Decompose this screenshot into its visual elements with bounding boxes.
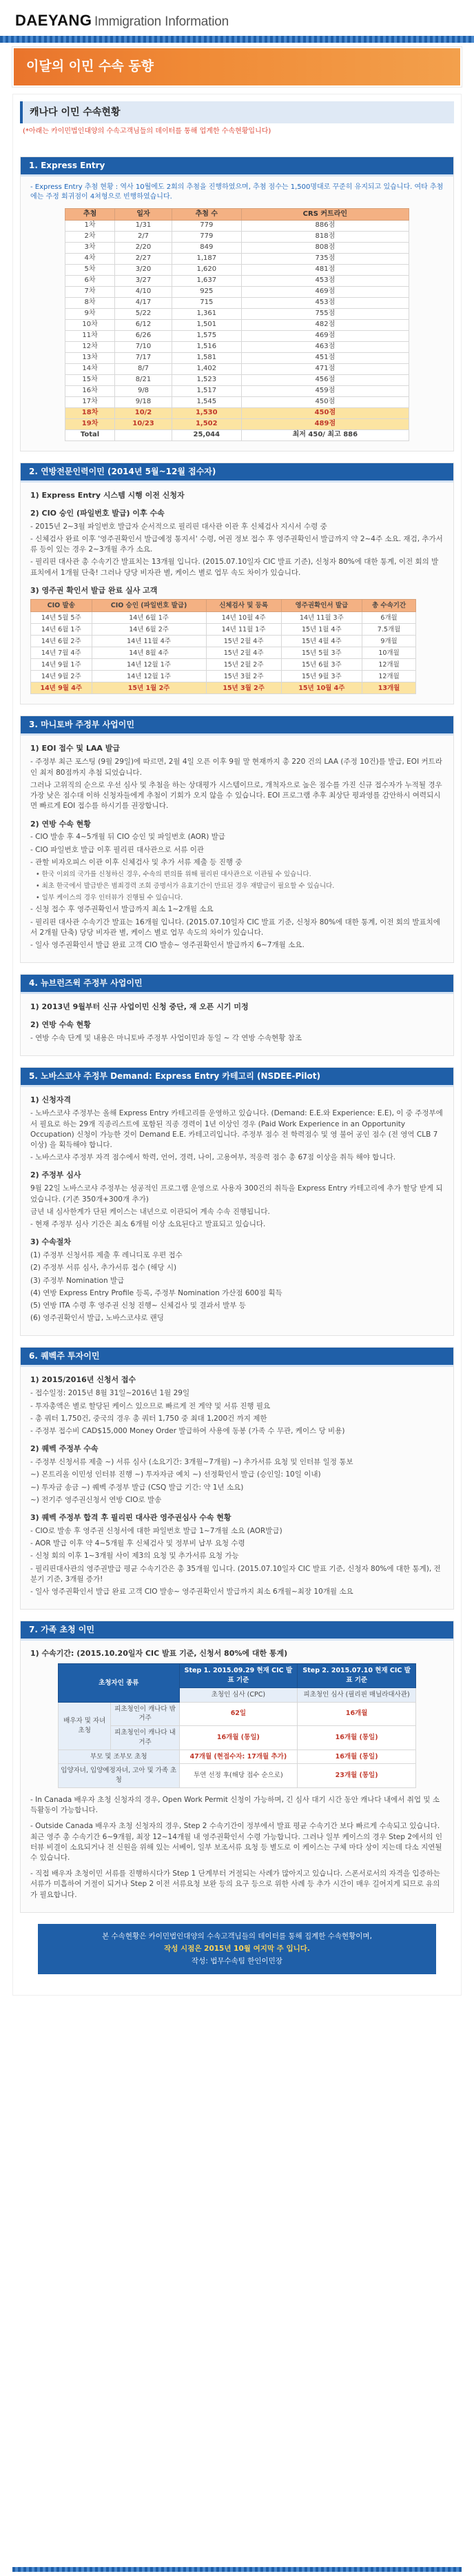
table-cell: 1,516 (172, 341, 241, 352)
subheading: 3) 수속절차 (30, 1237, 72, 1247)
table-cell: 1,545 (172, 396, 241, 407)
table-cell: 1,402 (172, 363, 241, 374)
table-header: CRS 커트라인 (241, 208, 409, 220)
section-federal-skilled (20, 463, 454, 705)
footer-note (38, 1924, 436, 1975)
table-cell: 7/17 (115, 352, 172, 363)
bullet: - 필리핀 대사관 총 수속기간 발표치는 13개월 입니다. (2015.07.10일자 CIC 발표 기준), 신청자 80%에 대한 통계, 이전 회의 발표치에서 1개월 단축! 그러나 당당 비자관 별, 케이스 별로 업무 속도 차이가 있습니다. (30, 558, 439, 577)
paragraph: 9월 22일 노바스코샤 주정부는 성공적인 프로그램 운영으로 사용자 300건의 취득을 Express Entry 카테고리에 추가 할당 받게 되었습니다. (기존 350개+300개 추가) (30, 1184, 443, 1204)
table-cell: 14년 8월 4주 (92, 647, 206, 659)
bullet: ~) 몬트리올 이민성 인터뷰 진행 ~) 투자자금 예치 ~) 선정확인서 발급 (승인일: 10일 이내) (30, 1470, 321, 1479)
bullet: - CIO 발송 후 4~5개월 뒤 CIO 승인 및 파일번호 (AOR) 발급 (30, 833, 225, 842)
table-cell: 1,637 (172, 275, 241, 286)
table-header: 추첨 수 (172, 208, 241, 220)
table-row (65, 319, 409, 330)
table-cell: 459점 (241, 385, 409, 396)
table-cell: 818점 (241, 231, 409, 242)
table-row (65, 352, 409, 363)
table-cell: 14년 6월 2주 (31, 636, 92, 647)
table-cell: 450점 (241, 407, 409, 418)
table-cell: 7/10 (115, 341, 172, 352)
table-cell: 925 (172, 286, 241, 297)
table-row (31, 671, 416, 682)
subheading: 2) CIO 승인 (파일번호 발급) 이후 수속 (30, 508, 165, 518)
table-cell: 14년 11월 4주 (92, 636, 206, 647)
table-cell: 4/10 (115, 286, 172, 297)
table-cell: 15년 2월 4주 (206, 647, 281, 659)
family-sponsorship-table (58, 1663, 416, 1788)
section-manitoba (20, 716, 454, 963)
col-head: 초청자인 종류 (59, 1664, 180, 1702)
table-cell: 25,044 (172, 429, 241, 440)
table-cell: 15년 10월 4주 (281, 682, 362, 694)
table-cell: 10개월 (362, 647, 416, 659)
table-row (31, 659, 416, 671)
table-row (65, 330, 409, 341)
step-item: (6) 영주권확인서 발급, 노바스코샤로 랜딩 (30, 1314, 164, 1323)
table-header: 영주권확인서 발급 (281, 599, 362, 612)
table-row (65, 286, 409, 297)
bullet: - 투자총액은 별로 할당된 케이스 있으므로 빠르게 전 게약 및 서류 진행 필요 (30, 1401, 271, 1410)
table-cell: 12개월 (362, 659, 416, 671)
bullet: ~) 투자금 송금 ~) 퀘벡 주정부 발급 (CSQ 발급 기간: 약 1년 소요) (30, 1483, 244, 1492)
table-cell: 453점 (241, 275, 409, 286)
table-cell: 14년 5월 5주 (31, 612, 92, 624)
table-cell: 14년 12월 1주 (92, 671, 206, 682)
table-cell: 15년 3월 2주 (206, 671, 281, 682)
table-header: CIO 발송 (31, 599, 92, 612)
table-header: 추첨 (65, 208, 115, 220)
table-cell: 10차 (65, 319, 115, 330)
table-cell: 1,620 (172, 264, 241, 275)
table-cell: 13차 (65, 352, 115, 363)
table-cell: 최저 450/ 최고 886 (241, 429, 409, 440)
table-cell: 1,581 (172, 352, 241, 363)
section-family-sponsorship (20, 1621, 454, 1913)
step-item: (4) 연방 Express Entry Profile 등록, 주정부 Nomination 가산점 600점 획득 (30, 1288, 282, 1297)
section-heading: 1. Express Entry (21, 157, 453, 174)
table-cell: 15년 2월 2주 (206, 659, 281, 671)
step-item: (5) 연방 ITA 수령 후 영주권 신청 진행~ 신체검사 및 결과서 발부 등 (30, 1301, 246, 1310)
table-cell: 779 (172, 220, 241, 231)
table-cell: 14년 9월 2주 (31, 671, 92, 682)
subheading: 3) 영주권 확인서 발급 완료 실사 고객 (30, 585, 158, 595)
table-cell: 755점 (241, 308, 409, 319)
subheading: 3) 퀘벡 주정부 합격 후 필리핀 대사관 영주권심사 수속 현황 (30, 1513, 231, 1523)
paragraph: - 현재 주정부 심사 기간은 최소 6개월 이상 소요된다고 발표되고 있습니다. (30, 1219, 266, 1228)
bullet: - 연방 수속 단계 및 내용은 마니토바 주정부 사업이민과 동일 ~ 각 연방 수속현황 참조 (30, 1034, 302, 1043)
table-cell: 14년 6월 1주 (31, 624, 92, 636)
table-row-highlight (65, 418, 409, 429)
paragraph: 금년 내 심사한계가 단된 케이스는 내년으로 이관되어 계속 수속 진행됩니다. (30, 1207, 270, 1216)
table-cell: 11차 (65, 330, 115, 341)
row-sublabel: 피초청인이 캐나다 내 거주 (111, 1726, 179, 1750)
bullet: - 필리핀대사관의 영주권발급 평균 수속기간은 총 35개월 입니다. (2015.07.10일자 CIC 발표 기준, 신청자 80%에 대한 통계), 전 분기 기준, 3개월 증가! (30, 1564, 441, 1583)
table-row (65, 374, 409, 385)
table-cell: 886점 (241, 220, 409, 231)
table-cell: 3/27 (115, 275, 172, 286)
table-cell: Total (65, 429, 115, 440)
table-cell: 489점 (241, 418, 409, 429)
note: • 최초 한국에서 발급받은 범죄경력 조회 증명서가 유효기간이 만료된 경우 재발급이 필요할 수 있습니다. (36, 882, 335, 890)
table-cell: 15년 4월 4주 (281, 636, 362, 647)
table-cell: 808점 (241, 242, 409, 253)
table-cell: 14년 11월 1주 (206, 624, 281, 636)
table-cell: 481점 (241, 264, 409, 275)
table-cell: 3차 (65, 242, 115, 253)
bullet: - 2015년 2~3월 파일번호 발급자 순서적으로 필리핀 대사관 이관 후 신체검사 지시서 수령 중 (30, 522, 327, 531)
table-row (65, 341, 409, 352)
cell: 16개월 (통일) (298, 1750, 416, 1764)
table-cell: 14차 (65, 363, 115, 374)
table-cell: 10/23 (115, 418, 172, 429)
subheading: 1) 2013년 9월부터 신규 사업이민 신청 중단, 재 오픈 시기 미정 (30, 1002, 249, 1012)
bullet: - 직접 배우자 초청이민 서류를 진행하시다가 Step 1 단계부터 거절되는 사례가 많아지고 있습니다. 스폰서로서의 자격을 입증하는 서류가 미흡하여 거절이 되거나 Step 2 이전 서류요청 보완 등의 요구 등으로 위한 사례 등 추가 시간이 매우 길어지게 되므로 유의가 필요합니다. (30, 1869, 440, 1899)
table-cell: 1,517 (172, 385, 241, 396)
table-cell: 8/7 (115, 363, 172, 374)
bullet: - CIO로 발송 후 영주권 신청서에 대한 파일번호 발급 1~7개월 소요 (AOR발급) (30, 1527, 282, 1536)
note: • 일부 케이스의 경우 인터뷰가 진행될 수 있습니다. (36, 893, 183, 902)
banner-title: 이달의 이민 수속 동향 (26, 59, 154, 74)
bullet: ~) 전기주 영주권신청서 연방 CIO로 발송 (30, 1495, 162, 1504)
subheading: 2) 연방 수속 현황 (30, 1020, 91, 1030)
section-heading: 4. 뉴브런즈윅 주정부 사업이민 (21, 975, 453, 992)
table-cell: 13개월 (362, 682, 416, 694)
table-cell: 9/8 (115, 385, 172, 396)
header (0, 0, 474, 43)
express-entry-table (65, 208, 409, 441)
bullet: - 신청 접수 후 영주권확인서 발급까지 최소 1~2개월 소요 (30, 905, 214, 914)
footer-line: 본 수속현황은 카이민법인대양의 수속고객님들의 데이터를 통해 집계한 수속현황이며, (102, 1931, 372, 1940)
table-header: CIO 승인 (파일번호 발급) (92, 599, 206, 612)
cell: 16개월 (통일) (179, 1726, 298, 1750)
table-cell: 15년 9월 3주 (281, 671, 362, 682)
intro (13, 101, 461, 145)
table-row (65, 242, 409, 253)
cell: 투연 선정 후(해당 접수 순으로) (179, 1764, 298, 1788)
bullet: - 일사 영주권확인서 발급 완료 고객 CIO 발송~ 영주권확인서 발급까지 6~7개월 소요. (30, 941, 305, 950)
section-heading: 5. 노바스코샤 주정부 Demand: Express Entry 카테고리 (NSDEE-Pilot) (21, 1068, 453, 1085)
table-cell: 8/21 (115, 374, 172, 385)
federal-timeline-table (30, 599, 416, 695)
table-row (31, 612, 416, 624)
table-cell: 1,187 (172, 253, 241, 264)
table-cell: 849 (172, 242, 241, 253)
table-cell: 2/20 (115, 242, 172, 253)
table-row (65, 275, 409, 286)
table-cell: 15년 3월 2주 (206, 682, 281, 694)
table-row (65, 231, 409, 242)
table-row-highlight (31, 682, 416, 694)
table-cell: 10/2 (115, 407, 172, 418)
table-cell: 14년 11월 3주 (281, 612, 362, 624)
table-cell: 4/17 (115, 297, 172, 308)
row-label: 부모 및 조부모 초청 (59, 1750, 180, 1764)
step1-head: Step 1. 2015.09.29 현재 CIC 발표 기준 (179, 1664, 298, 1688)
table-cell: 9차 (65, 308, 115, 319)
footer-line: 작성: 법무수속팀 한인이민장 (192, 1956, 282, 1965)
bullet: - Outside Canada 배우자 초청 신청자의 경우, Step 2 수속기간이 정부에서 발표 평균 수속기간 보다 빠르게 수속되고 있습니다. 최근 영주 총 수속기간 6~9개월, 최장 12~14개월 내 영주권확인서 수령 가능합니다. 그러나 일부 케이스의 경우 Step 2에서의 인터뷰 비결이 소요되거나 전 신원을 위해 있는 서베이, 일부 보조서류 요청 등 별도로 이 케이스는 구체 마다 상이 지는데 다소 지연될 수 있습니다. (30, 1822, 442, 1863)
subheading: 1) 수속기간: (2015.10.20일자 CIC 발표 기준, 신청서 80%에 대한 통계) (30, 1649, 288, 1659)
table-cell: 18차 (65, 407, 115, 418)
table-cell (115, 429, 172, 440)
table-cell: 5/22 (115, 308, 172, 319)
paragraph: - 노바스코샤 주정부 자격 점수에서 학력, 언어, 경력, 나이, 고용여부, 적응력 점수 총 67점 이상을 취득 해야 합니다. (30, 1153, 396, 1162)
table-cell: 451점 (241, 352, 409, 363)
subheading: 1) Express Entry 시스템 시행 이전 신청자 (30, 490, 185, 500)
bullet: - 접수일정: 2015년 8월 31일~2016년 1월 29일 (30, 1389, 190, 1398)
table-cell: 779 (172, 231, 241, 242)
table-row (65, 385, 409, 396)
footer-line: 작성 시점은 2015년 10월 여지막 주 입니다. (164, 1944, 310, 1953)
bullet: - 일사 영주권확인서 발급 완료 고객 CIO 발송~ 영주권확인서 발급까지 최소 6개월~최장 10개월 소요 (30, 1588, 353, 1596)
section-lead: - Express Entry 추첨 현황 : 역사 10월에도 2회의 추첨을 진행하였으며, 추첨 점수는 1,500명대로 꾸준히 유지되고 있습니다. 여타 추첨에는 주정 회귀점이 4쳐형으로 빈행하였습니다. (30, 183, 444, 201)
table-cell: 9개월 (362, 636, 416, 647)
paragraph: 그러나 고위직의 순으로 우선 심사 및 추첨을 하는 상대평가 시스템이므로, 개척자으로 높은 점수를 가진 신규 접수자가 누적될 경우 가장 낮은 점수대 이하 신청자들에게 추첨이 기회가 오지 않을 수 있습니다. EOI 프로그램 추후 최상단 평과영를 감안하시 여력되시면 빠르게 EOI 접수를 하시기를 권장합니다. (30, 780, 442, 811)
table-cell: 469점 (241, 330, 409, 341)
title-banner (12, 47, 462, 87)
step-item: (2) 주정부 서류 심사, 추가서류 접수 (해당 시) (30, 1264, 177, 1272)
table-cell: 15년 2월 4주 (206, 636, 281, 647)
step2-sub: 피초청인 심사 (필리핀 매닐라대사관) (298, 1687, 416, 1702)
step-item: (1) 주정부 신청서류 제출 후 레니디포 우편 접수 (30, 1251, 183, 1260)
section-heading: 3. 마니토바 주정부 사업이민 (21, 716, 453, 733)
table-cell: 15년 1월 4주 (281, 624, 362, 636)
table-cell: 1,502 (172, 418, 241, 429)
table-cell: 9/18 (115, 396, 172, 407)
table-cell: 1,361 (172, 308, 241, 319)
section-heading: 2. 연방전문인력이민 (2014년 5월~12월 접수자) (21, 463, 453, 480)
bullet: - AOR 발급 이후 약 4~5개월 후 신체검사 및 정부비 납부 요청 수령 (30, 1539, 245, 1548)
table-cell: 1,501 (172, 319, 241, 330)
table-cell: 715 (172, 297, 241, 308)
bullet: - 신청 회의 이후 1~3개월 사이 제3의 요청 및 추가서류 요청 가능 (30, 1552, 239, 1561)
table-cell: 2/27 (115, 253, 172, 264)
cell: 62일 (179, 1702, 298, 1726)
cell: 23개월 (통일) (298, 1764, 416, 1788)
table-row (65, 253, 409, 264)
table-cell: 1,523 (172, 374, 241, 385)
brand-subtitle: Immigration Information (94, 14, 229, 29)
table-cell: 5차 (65, 264, 115, 275)
table-row (65, 363, 409, 374)
row-label: 입양자녀, 입양예정자녀, 고아 및 가족 초청 (59, 1764, 180, 1788)
table-cell: 14년 9월 1주 (31, 659, 92, 671)
table-row (31, 647, 416, 659)
table-cell: 7차 (65, 286, 115, 297)
table-cell: 1/31 (115, 220, 172, 231)
table-header: 일자 (115, 208, 172, 220)
table-cell: 1차 (65, 220, 115, 231)
table-cell: 2/7 (115, 231, 172, 242)
table-cell: 15년 1월 2주 (92, 682, 206, 694)
table-row (65, 220, 409, 231)
table-cell: 482점 (241, 319, 409, 330)
bullet: - 관할 비자오피스 이관 이후 신체검사 및 추가 서류 제출 등 진행 중 (30, 858, 243, 866)
table-cell: 16차 (65, 385, 115, 396)
table-header: 신체검사 및 등록 (206, 599, 281, 612)
table-cell: 6개월 (362, 612, 416, 624)
bullet: - 총 쿼터 1,750건, 중국의 경우 총 쿼터 1,750 중 최대 1,200건 까지 제한 (30, 1414, 267, 1423)
table-cell: 6/12 (115, 319, 172, 330)
table-cell: 15년 6월 3주 (281, 659, 362, 671)
table-cell: 469점 (241, 286, 409, 297)
table-cell: 17차 (65, 396, 115, 407)
highlight-text: - 주정부 최근 포스팅 (9월 29일)에 따르면, 2월 4일 오픈 이후 9월 말 현재까지 총 220 건의 LAA (주정 10건)를 발급, EOI 커트라인 최저 80점까지 추첨 되었습니다. (30, 758, 442, 777)
subheading: 1) 2015/2016년 신청서 접수 (30, 1375, 136, 1385)
table-cell: 3/20 (115, 264, 172, 275)
footer-stripe (12, 2567, 462, 2572)
table-cell: 14년 12월 1주 (92, 659, 206, 671)
paragraph: - 노바스코샤 주정부는 올해 Express Entry 카테고리를 운영하고 있습니다. (Demand: E.E.와 Experience: E.E), 이 중 주정부에서 필요로 하는 29개 직종리스트에 포함된 직종 경력이 1년 이상인 경우 (Paid Work Experience in an Opportunity Occupation) 신청이 가능한 것이 Demand E.E. 카테고리입니다. 주정부 점수 전 학력점수 및 영 불어 공인 점수 (전 영역 CLB 7이상) 을 획득해야 합니다. (30, 1109, 443, 1149)
table-cell: 8차 (65, 297, 115, 308)
cell: 16개월 (298, 1702, 416, 1726)
table-cell: 450점 (241, 396, 409, 407)
header-stripe (0, 36, 474, 43)
section-quebec (20, 1347, 454, 1610)
content-wrap (12, 94, 462, 1996)
table-cell: 735점 (241, 253, 409, 264)
table-cell: 14년 6월 1주 (92, 612, 206, 624)
section-new-brunswick (20, 974, 454, 1056)
table-cell: 453점 (241, 297, 409, 308)
table-cell: 456점 (241, 374, 409, 385)
table-row (31, 636, 416, 647)
note: • 한국 이외의 국가를 신청하신 경우, 수속의 편의를 위해 필리핀 대사관으로 이관될 수 있습니다. (36, 871, 311, 879)
table-cell: 12차 (65, 341, 115, 352)
table-cell: 6차 (65, 275, 115, 286)
table-cell: 6/26 (115, 330, 172, 341)
subheading: 1) 신청자격 (30, 1095, 72, 1105)
table-cell: 1,530 (172, 407, 241, 418)
table-cell: 14년 6월 2주 (92, 624, 206, 636)
table-row-total (65, 429, 409, 440)
subheading: 1) EOI 접수 및 LAA 발급 (30, 744, 120, 753)
bullet: - CIO 파일번호 발급 이후 필리핀 대사관으로 서류 이관 (30, 845, 205, 854)
step2-head: Step 2. 2015.07.10 현재 CIC 발표 기준 (298, 1664, 416, 1688)
table-cell: 15차 (65, 374, 115, 385)
step-item: (3) 주정부 Nomination 발급 (30, 1276, 125, 1285)
bullet: - 주정부 신청서류 제출 ~) 서류 심사 (소요기간: 3개월~7개월) ~) 추가서류 요청 및 인터뷰 일정 통보 (30, 1458, 353, 1467)
table-cell: 2차 (65, 231, 115, 242)
subheading: 2) 퀘벡 주정부 수속 (30, 1444, 99, 1454)
table-cell: 12개월 (362, 671, 416, 682)
table-row (65, 396, 409, 407)
bullet: - In Canada 배우자 초청 신청자의 경우, Open Work Permit 신청이 가능하며, 긴 심사 대기 시간 동안 캐나다 내에서 취업 및 소득활동이 가능합니다. (30, 1795, 440, 1815)
section-express-entry (20, 156, 454, 452)
bullet: - 신체검사 완료 이후 '영주권확인서 발급예정 통지서' 수령, 여권 정보 접수 후 영주권확인서 발급까지 약 2~4주 소요. 재검, 추가서류 등이 있는 경우 2~3개월 추가 소요. (30, 534, 443, 554)
table-row (65, 297, 409, 308)
step1-sub: 초청인 심사 (CPC) (179, 1687, 298, 1702)
cell: 47개월 (현접수자: 17개월 추가) (179, 1750, 298, 1764)
table-cell: 7.5개월 (362, 624, 416, 636)
brand-logo: DAEYANG (15, 12, 92, 29)
table-cell: 471점 (241, 363, 409, 374)
table-header: 총 수속기간 (362, 599, 416, 612)
section-nova-scotia (20, 1067, 454, 1336)
section-heading: 7. 가족 초청 이민 (21, 1621, 453, 1639)
table-cell: 14년 9월 4주 (31, 682, 92, 694)
table-cell: 463점 (241, 341, 409, 352)
table-cell: 1,575 (172, 330, 241, 341)
subheading: 2) 연방 수속 현황 (30, 819, 91, 829)
row-label: 배우자 및 자녀 초청 (59, 1702, 111, 1750)
section-heading: 6. 퀘벡주 투자이민 (21, 1348, 453, 1365)
intro-note: (*아래는 카이민법인대양의 수속고객님들의 데이터를 통해 업계한 수속현황입니다) (23, 128, 271, 136)
table-cell: 14년 10월 4주 (206, 612, 281, 624)
table-cell: 15년 5월 3주 (281, 647, 362, 659)
table-row (31, 624, 416, 636)
table-row (65, 264, 409, 275)
row-sublabel: 피초청인이 캐나다 밖 거주 (111, 1702, 179, 1726)
intro-title: 캐나다 이민 수속현황 (20, 101, 454, 123)
cell: 16개월 (통일) (298, 1726, 416, 1750)
table-row-highlight (65, 407, 409, 418)
table-row (65, 308, 409, 319)
subheading: 2) 주정부 심사 (30, 1170, 81, 1180)
table-cell: 4차 (65, 253, 115, 264)
bullet: - 필리핀 대사관 수속기간 발표는 16개월 입니다. (2015.07.10일자 CIC 발표 기준, 신청자 80%에 대한 통계, 이전 회의 발표치에서 2개월 단축) 당당 비자관 별, 케이스 별로 업무 속도의 차이가 있습니다. (30, 917, 440, 937)
table-cell: 19차 (65, 418, 115, 429)
bullet: - 주정부 접수비 CAD$15,000 Money Order 발급하여 사용에 동봉 (가족 수 무관, 케이스 당 비용) (30, 1427, 345, 1436)
table-cell: 14년 7월 4주 (31, 647, 92, 659)
